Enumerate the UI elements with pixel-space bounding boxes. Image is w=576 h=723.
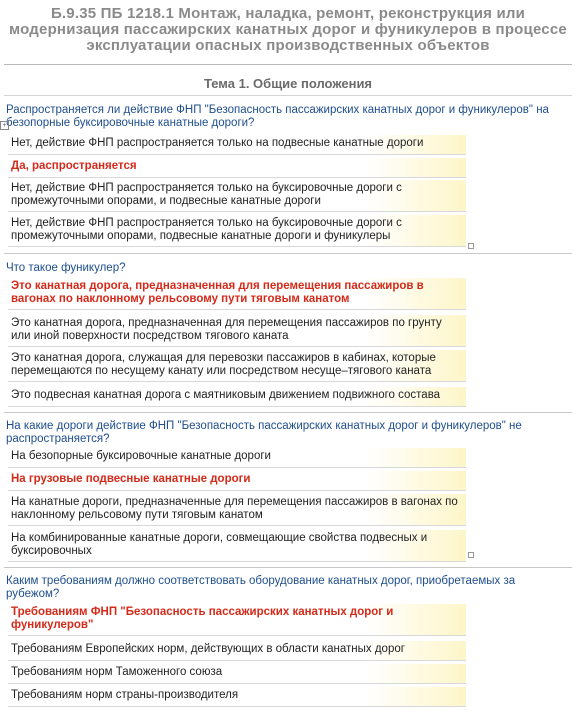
answer-1-3[interactable]: Нет, действие ФНП распространяется только на буксировочные дороги с промежуточными опорами, и подвесные канатные дороги: [8, 180, 466, 212]
answer-4-4[interactable]: Требованиям норм страны-производителя: [8, 687, 466, 707]
answer-3-3[interactable]: На канатные дороги, предназначенные для перемещения пассажиров в вагонах по наклонному рельсовому пути тяговым канатом: [8, 494, 466, 526]
header-line-1: Б.9.35 ПБ 1218.1 Монтаж, наладка, ремонт, реконструкция или: [50, 5, 526, 22]
question-2: Что такое фуникулер?: [6, 262, 126, 274]
answer-2-1-correct[interactable]: Это канатная дорога, предназначенная для перемещения пассажиров в вагонах по наклонному рельсовому пути тяговым канатом: [8, 278, 466, 310]
header-divider: [4, 64, 572, 65]
answer-3-1[interactable]: На безопорные буксировочные канатные дороги: [8, 448, 466, 468]
theme-divider: [4, 95, 572, 96]
answer-3-2-correct[interactable]: На грузовые подвесные канатные дороги: [8, 471, 466, 491]
answer-1-4[interactable]: Нет, действие ФНП распространяется только на буксировочные дороги с промежуточными опорами, подвесные канатные дороги и фуникулеры: [8, 215, 466, 247]
expand-icon[interactable]: +: [0, 121, 9, 130]
section-divider: [4, 253, 572, 254]
question-3: На какие дороги действие ФНП "Безопасность пассажирских канатных дорог и фуникулеров" не распространяется?: [6, 420, 522, 445]
document-header: [0, 6, 576, 54]
answer-4-2[interactable]: Требованиям Европейских норм, действующих в области канатных дорог: [8, 641, 466, 661]
cell-marker-icon: [468, 552, 474, 558]
cell-marker-icon: [468, 243, 474, 249]
answer-1-1[interactable]: Нет, действие ФНП распространяется только на подвесные канатные дороги: [8, 135, 466, 155]
answer-4-1-correct[interactable]: Требованиям ФНП "Безопасность пассажирских канатных дорог и фуникулеров": [8, 604, 466, 636]
header-line-3: эксплуатации опасных производственных объектов: [86, 37, 490, 54]
theme-title: Тема 1. Общие положения: [203, 76, 373, 91]
section-divider: [4, 412, 572, 413]
answer-3-4[interactable]: На комбинированные канатные дороги, совмещающие свойства подвесных и буксировочных: [8, 530, 466, 562]
answer-2-3[interactable]: Это канатная дорога, служащая для перевозки пассажиров в кабинах, которые перемещаются по несущему канату или посредством несуще–тягового каната: [8, 350, 466, 382]
answer-1-2-correct[interactable]: Да, распространяется: [8, 158, 466, 178]
answer-2-2[interactable]: Это канатная дорога, предназначенная для перемещения пассажиров по грунту или иной поверхности посредством тягового каната: [8, 315, 466, 347]
answer-2-4[interactable]: Это подвесная канатная дорога с маятниковым движением подвижного состава: [8, 387, 466, 407]
section-divider: [4, 567, 572, 568]
header-line-2: модернизация пассажирских канатных дорог и фуникулеров в процессе: [9, 21, 567, 38]
question-1: Распространяется ли действие ФНП "Безопасность пассажирских канатных дорог и фуникулеров" на безопорные буксировочные канатные дороги?: [6, 104, 549, 129]
answer-4-3[interactable]: Требованиям норм Таможенного союза: [8, 664, 466, 684]
question-4: Каким требованиям должно соответствовать оборудование канатных дорог, приобретаемых за рубежом?: [6, 575, 516, 600]
